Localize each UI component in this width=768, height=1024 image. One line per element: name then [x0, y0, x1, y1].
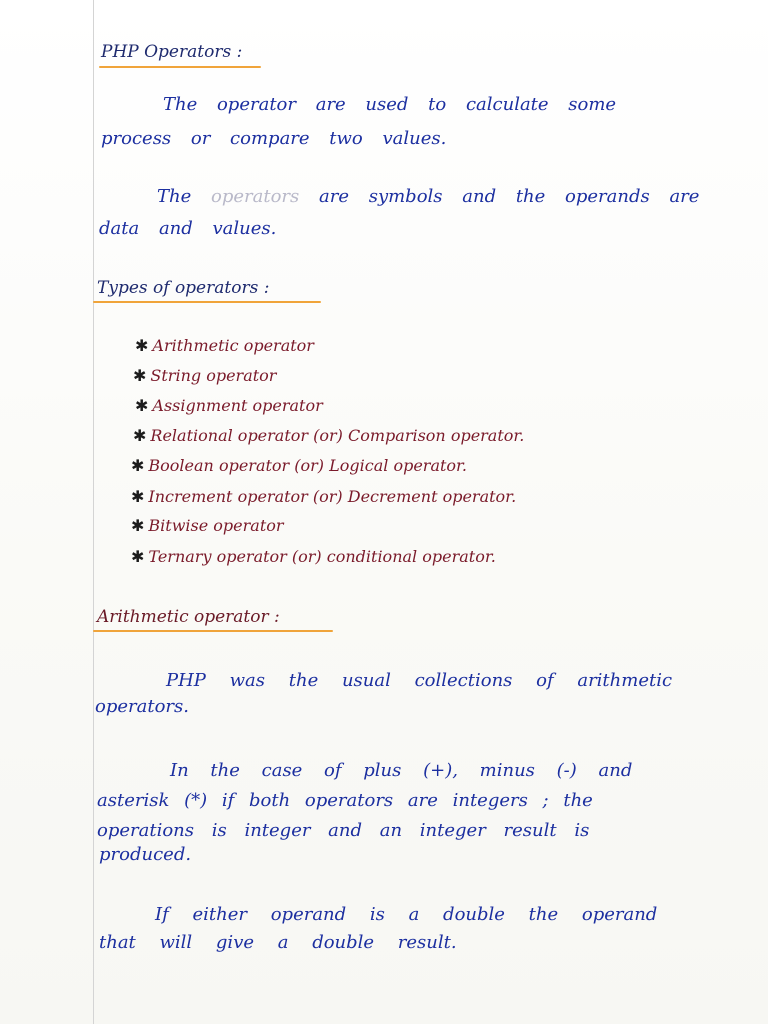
list-item: [135, 338, 314, 354]
list-item-label: Arithmetic operator: [152, 336, 314, 355]
list-item: [131, 458, 467, 474]
list-item-label: Increment operator (or) Decrement operator.: [148, 487, 517, 506]
arithmetic-operator-underline: [93, 630, 333, 632]
types-of-operators-heading: Types of operators :: [97, 278, 270, 298]
php-operators-underline: [99, 66, 261, 68]
intro-line-4: data and values.: [99, 218, 277, 239]
list-item: [135, 398, 323, 414]
arithmetic-p1-line-1: PHP was the usual collections of arithmetic: [166, 670, 673, 691]
arithmetic-p1-line-2: operators.: [95, 696, 189, 717]
bullet-star-icon: ✱: [131, 487, 145, 506]
php-operators-heading: PHP Operators :: [101, 42, 243, 62]
types-of-operators-underline: [93, 301, 321, 303]
list-item: [133, 428, 524, 444]
intro-line-2: process or compare two values.: [101, 128, 447, 149]
bullet-star-icon: ✱: [131, 516, 145, 535]
arithmetic-operator-heading: Arithmetic operator :: [97, 607, 280, 627]
intro-line-3-prefix: The: [157, 186, 192, 207]
margin-line: [93, 0, 94, 1024]
list-item-label: Assignment operator: [152, 396, 323, 415]
list-item-label: Ternary operator (or) conditional operator.: [148, 547, 496, 566]
intro-line-1: The operator are used to calculate some: [163, 94, 617, 115]
list-item: [131, 518, 284, 534]
bullet-star-icon: ✱: [133, 426, 147, 445]
list-item-label: Relational operator (or) Comparison operator.: [150, 426, 525, 445]
arithmetic-p2-line-4: produced.: [99, 844, 192, 865]
list-item-label: String operator: [150, 366, 277, 385]
intro-line-3: [157, 188, 699, 206]
list-item-label: Boolean operator (or) Logical operator.: [148, 456, 468, 475]
list-item: [131, 549, 496, 565]
arithmetic-p3-line-1: If either operand is a double the operand: [155, 904, 658, 925]
list-item-label: Bitwise operator: [148, 516, 284, 535]
bullet-star-icon: ✱: [135, 336, 149, 355]
arithmetic-p2-line-3: operations is integer and an integer result is: [97, 820, 590, 841]
list-item: [133, 368, 276, 384]
arithmetic-p2-line-2: asterisk (*) if both operators are integers ; the: [97, 790, 593, 811]
arithmetic-p3-line-2: that will give a double result.: [99, 932, 457, 953]
list-item: [131, 489, 516, 505]
arithmetic-p2-line-1: In the case of plus (+), minus (-) and: [170, 760, 633, 781]
bullet-star-icon: ✱: [131, 456, 145, 475]
bullet-star-icon: ✱: [131, 547, 145, 566]
intro-line-3-faint: operators: [211, 186, 300, 207]
bullet-star-icon: ✱: [133, 366, 147, 385]
bullet-star-icon: ✱: [135, 396, 149, 415]
intro-line-3-suffix: are symbols and the operands are: [319, 186, 700, 207]
